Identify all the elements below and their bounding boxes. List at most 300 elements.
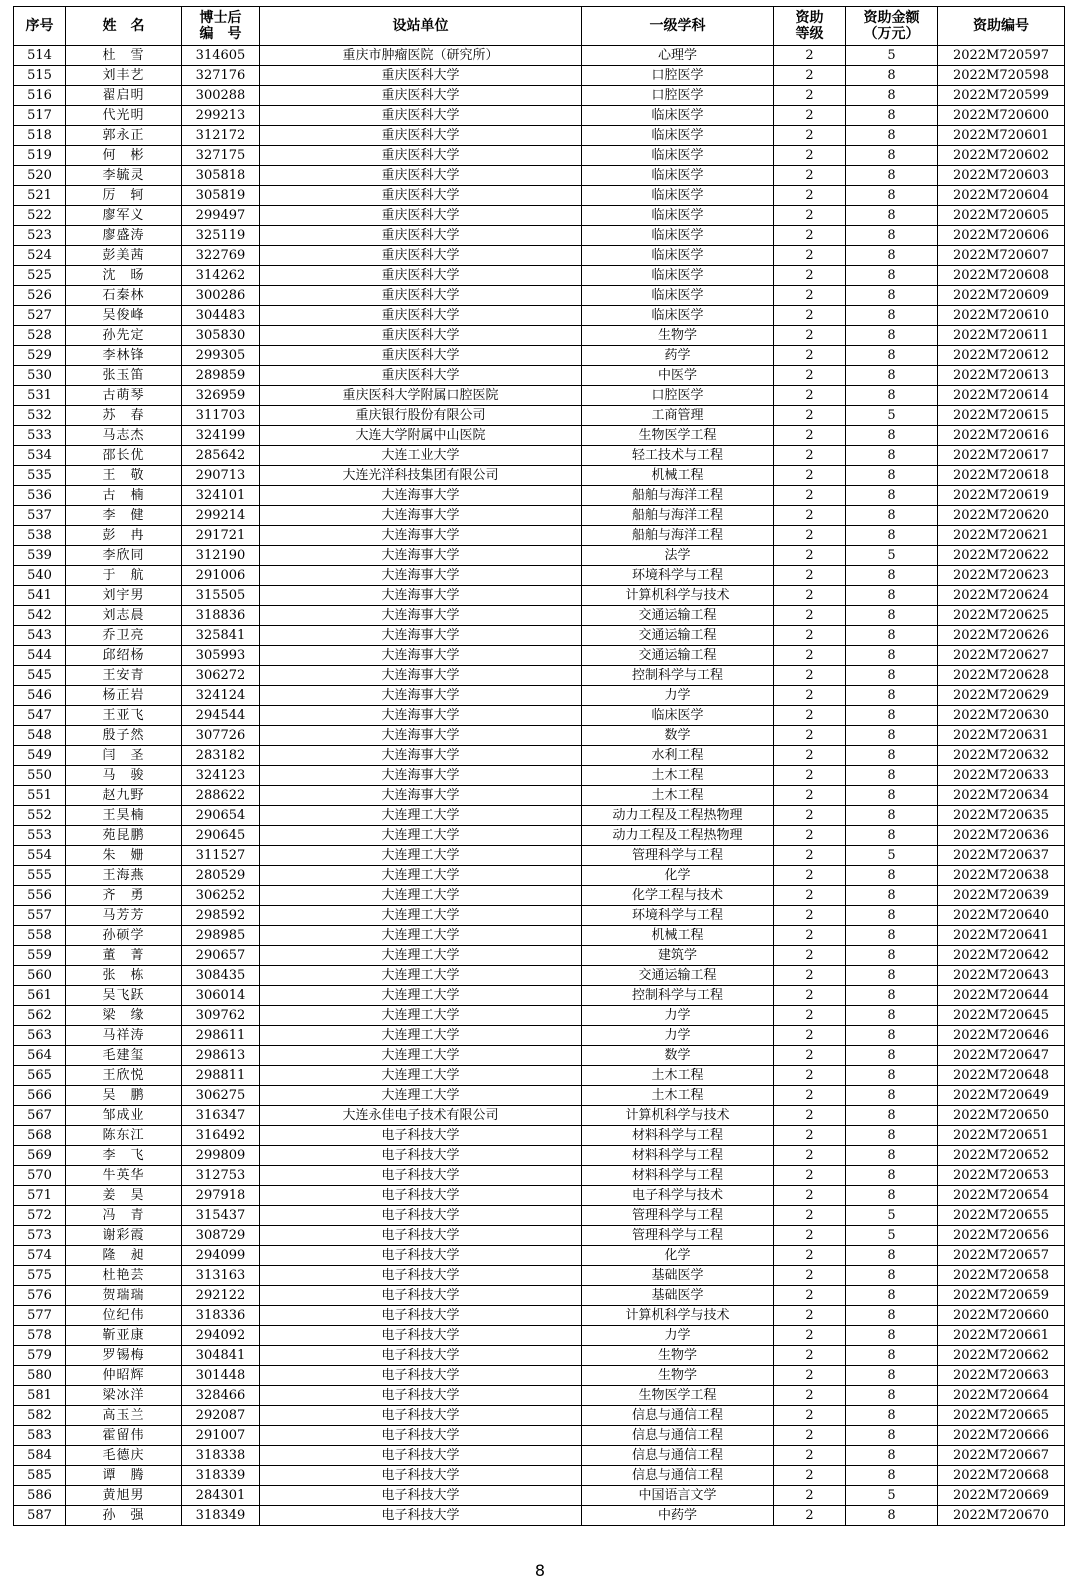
cell-name: 王欣悦: [66, 1066, 182, 1086]
cell-seq: 531: [14, 386, 66, 406]
cell-discipline: 心理学: [582, 46, 774, 66]
cell-grant-no: 2022M720654: [938, 1186, 1065, 1206]
cell-grant-no: 2022M720612: [938, 346, 1065, 366]
cell-level: 2: [774, 406, 846, 426]
cell-grant-no: 2022M720662: [938, 1346, 1065, 1366]
cell-level: 2: [774, 1326, 846, 1346]
cell-seq: 560: [14, 966, 66, 986]
cell-seq: 552: [14, 806, 66, 826]
table-row: [14, 1406, 1065, 1426]
cell-unit: 重庆医科大学: [260, 146, 582, 166]
cell-postdoc-id: 318336: [182, 1306, 260, 1326]
cell-name: 张玉笛: [66, 366, 182, 386]
cell-grant-no: 2022M720600: [938, 106, 1065, 126]
table-row: [14, 466, 1065, 486]
cell-amount: 8: [846, 706, 938, 726]
cell-discipline: 材料科学与工程: [582, 1146, 774, 1166]
table-row: [14, 326, 1065, 346]
cell-unit: 大连海事大学: [260, 766, 582, 786]
cell-postdoc-id: 292122: [182, 1286, 260, 1306]
cell-amount: 8: [846, 266, 938, 286]
cell-amount: 8: [846, 646, 938, 666]
cell-name: 何 彬: [66, 146, 182, 166]
cell-seq: 570: [14, 1166, 66, 1186]
cell-level: 2: [774, 786, 846, 806]
cell-grant-no: 2022M720602: [938, 146, 1065, 166]
cell-discipline: 船舶与海洋工程: [582, 526, 774, 546]
cell-name: 杜艳芸: [66, 1266, 182, 1286]
cell-postdoc-id: 315505: [182, 586, 260, 606]
cell-name: 朱 姗: [66, 846, 182, 866]
cell-discipline: 土木工程: [582, 766, 774, 786]
cell-unit: 大连理工大学: [260, 986, 582, 1006]
cell-discipline: 临床医学: [582, 246, 774, 266]
cell-level: 2: [774, 566, 846, 586]
cell-seq: 571: [14, 1186, 66, 1206]
cell-grant-no: 2022M720627: [938, 646, 1065, 666]
cell-discipline: 临床医学: [582, 206, 774, 226]
table-row: [14, 266, 1065, 286]
cell-amount: 8: [846, 1266, 938, 1286]
cell-amount: 8: [846, 206, 938, 226]
cell-grant-no: 2022M720601: [938, 126, 1065, 146]
cell-unit: 电子科技大学: [260, 1146, 582, 1166]
cell-grant-no: 2022M720620: [938, 506, 1065, 526]
cell-discipline: 力学: [582, 686, 774, 706]
cell-postdoc-id: 298613: [182, 1046, 260, 1066]
cell-grant-no: 2022M720622: [938, 546, 1065, 566]
cell-postdoc-id: 316492: [182, 1126, 260, 1146]
cell-unit: 重庆医科大学: [260, 286, 582, 306]
cell-amount: 8: [846, 986, 938, 1006]
cell-unit: 重庆医科大学: [260, 66, 582, 86]
table-row: [14, 66, 1065, 86]
cell-name: 陈东江: [66, 1126, 182, 1146]
cell-discipline: 口腔医学: [582, 86, 774, 106]
cell-name: 杜 雪: [66, 46, 182, 66]
table-row: [14, 1126, 1065, 1146]
cell-seq: 530: [14, 366, 66, 386]
cell-level: 2: [774, 586, 846, 606]
cell-level: 2: [774, 686, 846, 706]
cell-discipline: 临床医学: [582, 286, 774, 306]
cell-amount: 8: [846, 1126, 938, 1146]
table-header: [14, 7, 1065, 46]
cell-seq: 528: [14, 326, 66, 346]
cell-amount: 8: [846, 1406, 938, 1426]
cell-amount: 8: [846, 526, 938, 546]
cell-level: 2: [774, 1086, 846, 1106]
cell-level: 2: [774, 926, 846, 946]
cell-discipline: 化学工程与技术: [582, 886, 774, 906]
cell-level: 2: [774, 986, 846, 1006]
cell-discipline: 生物学: [582, 1346, 774, 1366]
cell-grant-no: 2022M720606: [938, 226, 1065, 246]
table-row: [14, 546, 1065, 566]
cell-unit: 大连海事大学: [260, 686, 582, 706]
cell-grant-no: 2022M720657: [938, 1246, 1065, 1266]
cell-grant-no: 2022M720617: [938, 446, 1065, 466]
cell-grant-no: 2022M720659: [938, 1286, 1065, 1306]
table-row: [14, 786, 1065, 806]
cell-unit: 大连大学附属中山医院: [260, 426, 582, 446]
cell-discipline: 交通运输工程: [582, 966, 774, 986]
cell-discipline: 环境科学与工程: [582, 566, 774, 586]
cell-level: 2: [774, 1126, 846, 1146]
cell-postdoc-id: 298985: [182, 926, 260, 946]
cell-grant-no: 2022M720615: [938, 406, 1065, 426]
cell-amount: 8: [846, 1066, 938, 1086]
cell-seq: 536: [14, 486, 66, 506]
cell-level: 2: [774, 506, 846, 526]
cell-level: 2: [774, 1186, 846, 1206]
cell-postdoc-id: 304483: [182, 306, 260, 326]
cell-grant-no: 2022M720628: [938, 666, 1065, 686]
cell-seq: 567: [14, 1106, 66, 1126]
cell-seq: 527: [14, 306, 66, 326]
cell-unit: 大连海事大学: [260, 726, 582, 746]
cell-name: 李林锋: [66, 346, 182, 366]
cell-name: 马 骏: [66, 766, 182, 786]
cell-name: 郭永正: [66, 126, 182, 146]
cell-grant-no: 2022M720625: [938, 606, 1065, 626]
cell-grant-no: 2022M720648: [938, 1066, 1065, 1086]
table-row: [14, 206, 1065, 226]
cell-amount: 8: [846, 966, 938, 986]
cell-amount: 8: [846, 86, 938, 106]
cell-discipline: 材料科学与工程: [582, 1166, 774, 1186]
cell-discipline: 中医学: [582, 366, 774, 386]
cell-unit: 大连海事大学: [260, 566, 582, 586]
cell-name: 马芳芳: [66, 906, 182, 926]
cell-unit: 电子科技大学: [260, 1506, 582, 1526]
cell-postdoc-id: 299214: [182, 506, 260, 526]
cell-amount: 8: [846, 946, 938, 966]
cell-grant-no: 2022M720619: [938, 486, 1065, 506]
cell-postdoc-id: 301448: [182, 1366, 260, 1386]
cell-postdoc-id: 300288: [182, 86, 260, 106]
cell-grant-no: 2022M720667: [938, 1446, 1065, 1466]
cell-postdoc-id: 312190: [182, 546, 260, 566]
cell-postdoc-id: 299497: [182, 206, 260, 226]
cell-postdoc-id: 290713: [182, 466, 260, 486]
cell-name: 齐 勇: [66, 886, 182, 906]
cell-name: 隆 昶: [66, 1246, 182, 1266]
cell-seq: 550: [14, 766, 66, 786]
cell-unit: 大连理工大学: [260, 866, 582, 886]
cell-postdoc-id: 312753: [182, 1166, 260, 1186]
cell-amount: 5: [846, 1226, 938, 1246]
cell-unit: 电子科技大学: [260, 1346, 582, 1366]
cell-grant-no: 2022M720649: [938, 1086, 1065, 1106]
cell-discipline: 信息与通信工程: [582, 1466, 774, 1486]
cell-seq: 542: [14, 606, 66, 626]
table-row: [14, 1286, 1065, 1306]
cell-seq: 569: [14, 1146, 66, 1166]
cell-grant-no: 2022M720645: [938, 1006, 1065, 1026]
cell-discipline: 交通运输工程: [582, 606, 774, 626]
cell-grant-no: 2022M720618: [938, 466, 1065, 486]
cell-grant-no: 2022M720644: [938, 986, 1065, 1006]
cell-discipline: 化学: [582, 1246, 774, 1266]
cell-unit: 电子科技大学: [260, 1306, 582, 1326]
cell-grant-no: 2022M720632: [938, 746, 1065, 766]
table-row: [14, 826, 1065, 846]
header-grant-no: 资助编号: [938, 7, 1065, 46]
cell-unit: 大连海事大学: [260, 546, 582, 566]
cell-postdoc-id: 305830: [182, 326, 260, 346]
cell-discipline: 管理科学与工程: [582, 846, 774, 866]
cell-amount: 8: [846, 1306, 938, 1326]
cell-seq: 533: [14, 426, 66, 446]
cell-unit: 电子科技大学: [260, 1186, 582, 1206]
cell-amount: 8: [846, 1446, 938, 1466]
funding-table: [13, 6, 1065, 1526]
table-row: [14, 766, 1065, 786]
cell-name: 孙先定: [66, 326, 182, 346]
header-discipline: 一级学科: [582, 7, 774, 46]
cell-discipline: 水利工程: [582, 746, 774, 766]
cell-unit: 重庆银行股份有限公司: [260, 406, 582, 426]
cell-amount: 8: [846, 66, 938, 86]
table-row: [14, 1326, 1065, 1346]
cell-seq: 544: [14, 646, 66, 666]
cell-discipline: 交通运输工程: [582, 626, 774, 646]
cell-grant-no: 2022M720668: [938, 1466, 1065, 1486]
cell-postdoc-id: 300286: [182, 286, 260, 306]
cell-postdoc-id: 325841: [182, 626, 260, 646]
cell-postdoc-id: 294092: [182, 1326, 260, 1346]
cell-discipline: 临床医学: [582, 146, 774, 166]
cell-level: 2: [774, 266, 846, 286]
cell-name: 苑昆鹏: [66, 826, 182, 846]
cell-unit: 电子科技大学: [260, 1206, 582, 1226]
cell-name: 梁 缘: [66, 1006, 182, 1026]
cell-unit: 大连理工大学: [260, 1086, 582, 1106]
cell-discipline: 动力工程及工程热物理: [582, 806, 774, 826]
cell-amount: 8: [846, 586, 938, 606]
cell-name: 代光明: [66, 106, 182, 126]
cell-amount: 8: [846, 1026, 938, 1046]
cell-unit: 大连理工大学: [260, 846, 582, 866]
cell-discipline: 基础医学: [582, 1286, 774, 1306]
cell-seq: 559: [14, 946, 66, 966]
cell-name: 张 栋: [66, 966, 182, 986]
cell-postdoc-id: 318349: [182, 1506, 260, 1526]
cell-grant-no: 2022M720614: [938, 386, 1065, 406]
cell-amount: 8: [846, 1346, 938, 1366]
cell-amount: 8: [846, 606, 938, 626]
cell-unit: 重庆医科大学: [260, 206, 582, 226]
cell-level: 2: [774, 386, 846, 406]
table-row: [14, 1266, 1065, 1286]
cell-postdoc-id: 292087: [182, 1406, 260, 1426]
cell-name: 罗锡梅: [66, 1346, 182, 1366]
cell-postdoc-id: 291007: [182, 1426, 260, 1446]
cell-seq: 572: [14, 1206, 66, 1226]
cell-postdoc-id: 325119: [182, 226, 260, 246]
cell-name: 仲昭辉: [66, 1366, 182, 1386]
cell-amount: 8: [846, 166, 938, 186]
cell-name: 彭 冉: [66, 526, 182, 546]
cell-postdoc-id: 324101: [182, 486, 260, 506]
cell-amount: 8: [846, 906, 938, 926]
cell-amount: 8: [846, 146, 938, 166]
header-name: 姓 名: [66, 7, 182, 46]
cell-unit: 重庆医科大学: [260, 246, 582, 266]
cell-amount: 5: [846, 46, 938, 66]
cell-discipline: 管理科学与工程: [582, 1226, 774, 1246]
cell-postdoc-id: 322769: [182, 246, 260, 266]
cell-grant-no: 2022M720599: [938, 86, 1065, 106]
cell-name: 廖军义: [66, 206, 182, 226]
cell-grant-no: 2022M720636: [938, 826, 1065, 846]
cell-level: 2: [774, 86, 846, 106]
cell-name: 董 菁: [66, 946, 182, 966]
cell-level: 2: [774, 1306, 846, 1326]
cell-level: 2: [774, 326, 846, 346]
cell-postdoc-id: 285642: [182, 446, 260, 466]
table-row: [14, 1366, 1065, 1386]
cell-postdoc-id: 280529: [182, 866, 260, 886]
cell-name: 邹成业: [66, 1106, 182, 1126]
cell-discipline: 临床医学: [582, 706, 774, 726]
cell-grant-no: 2022M720639: [938, 886, 1065, 906]
table-row: [14, 706, 1065, 726]
cell-discipline: 临床医学: [582, 106, 774, 126]
cell-discipline: 临床医学: [582, 186, 774, 206]
cell-discipline: 中药学: [582, 1506, 774, 1526]
cell-amount: 8: [846, 246, 938, 266]
cell-discipline: 机械工程: [582, 926, 774, 946]
cell-name: 谢彩霞: [66, 1226, 182, 1246]
cell-unit: 重庆医科大学: [260, 86, 582, 106]
cell-name: 毛建玺: [66, 1046, 182, 1066]
cell-amount: 8: [846, 1326, 938, 1346]
cell-unit: 大连理工大学: [260, 826, 582, 846]
cell-amount: 8: [846, 1146, 938, 1166]
cell-amount: 8: [846, 786, 938, 806]
cell-level: 2: [774, 126, 846, 146]
table-row: [14, 86, 1065, 106]
cell-unit: 重庆医科大学: [260, 266, 582, 286]
cell-level: 2: [774, 1506, 846, 1526]
cell-amount: 8: [846, 566, 938, 586]
cell-level: 2: [774, 246, 846, 266]
cell-unit: 重庆医科大学: [260, 226, 582, 246]
cell-unit: 大连工业大学: [260, 446, 582, 466]
table-row: [14, 1106, 1065, 1126]
cell-level: 2: [774, 1226, 846, 1246]
cell-grant-no: 2022M720661: [938, 1326, 1065, 1346]
cell-grant-no: 2022M720621: [938, 526, 1065, 546]
cell-postdoc-id: 318339: [182, 1466, 260, 1486]
cell-level: 2: [774, 606, 846, 626]
cell-discipline: 临床医学: [582, 306, 774, 326]
table-row: [14, 166, 1065, 186]
cell-unit: 电子科技大学: [260, 1246, 582, 1266]
table-row: [14, 146, 1065, 166]
cell-grant-no: 2022M720653: [938, 1166, 1065, 1186]
cell-name: 李欣同: [66, 546, 182, 566]
table-row: [14, 1006, 1065, 1026]
cell-name: 杨正岩: [66, 686, 182, 706]
cell-amount: 8: [846, 506, 938, 526]
cell-discipline: 中国语言文学: [582, 1486, 774, 1506]
cell-seq: 520: [14, 166, 66, 186]
cell-level: 2: [774, 226, 846, 246]
cell-discipline: 口腔医学: [582, 66, 774, 86]
cell-postdoc-id: 307726: [182, 726, 260, 746]
cell-seq: 535: [14, 466, 66, 486]
cell-name: 王安青: [66, 666, 182, 686]
cell-amount: 8: [846, 326, 938, 346]
table-row: [14, 1046, 1065, 1066]
cell-amount: 8: [846, 286, 938, 306]
cell-amount: 8: [846, 726, 938, 746]
table-row: [14, 1466, 1065, 1486]
table-row: [14, 1026, 1065, 1046]
cell-amount: 8: [846, 766, 938, 786]
cell-amount: 8: [846, 806, 938, 826]
cell-name: 李 飞: [66, 1146, 182, 1166]
cell-seq: 537: [14, 506, 66, 526]
page-number: 8: [534, 1561, 546, 1580]
cell-seq: 522: [14, 206, 66, 226]
cell-amount: 8: [846, 186, 938, 206]
cell-postdoc-id: 298811: [182, 1066, 260, 1086]
cell-level: 2: [774, 186, 846, 206]
cell-seq: 583: [14, 1426, 66, 1446]
table-row: [14, 286, 1065, 306]
cell-grant-no: 2022M720609: [938, 286, 1065, 306]
table-row: [14, 966, 1065, 986]
cell-level: 2: [774, 486, 846, 506]
cell-postdoc-id: 327176: [182, 66, 260, 86]
cell-name: 赵九野: [66, 786, 182, 806]
cell-amount: 8: [846, 386, 938, 406]
cell-seq: 540: [14, 566, 66, 586]
cell-name: 古萌琴: [66, 386, 182, 406]
cell-amount: 8: [846, 1006, 938, 1026]
cell-discipline: 生物医学工程: [582, 426, 774, 446]
cell-amount: 8: [846, 106, 938, 126]
cell-discipline: 力学: [582, 1026, 774, 1046]
cell-discipline: 数学: [582, 1046, 774, 1066]
cell-seq: 551: [14, 786, 66, 806]
cell-seq: 532: [14, 406, 66, 426]
cell-grant-no: 2022M720650: [938, 1106, 1065, 1126]
cell-postdoc-id: 306275: [182, 1086, 260, 1106]
cell-level: 2: [774, 766, 846, 786]
cell-name: 靳亚康: [66, 1326, 182, 1346]
table-row: [14, 426, 1065, 446]
header-level: 资助 等级: [774, 7, 846, 46]
cell-amount: 8: [846, 1466, 938, 1486]
cell-amount: 8: [846, 446, 938, 466]
cell-postdoc-id: 294544: [182, 706, 260, 726]
cell-amount: 5: [846, 1486, 938, 1506]
cell-unit: 大连永佳电子技术有限公司: [260, 1106, 582, 1126]
cell-amount: 8: [846, 1246, 938, 1266]
cell-name: 彭美茜: [66, 246, 182, 266]
cell-level: 2: [774, 446, 846, 466]
table-row: [14, 1486, 1065, 1506]
cell-postdoc-id: 318836: [182, 606, 260, 626]
cell-seq: 525: [14, 266, 66, 286]
table-row: [14, 306, 1065, 326]
cell-level: 2: [774, 1266, 846, 1286]
